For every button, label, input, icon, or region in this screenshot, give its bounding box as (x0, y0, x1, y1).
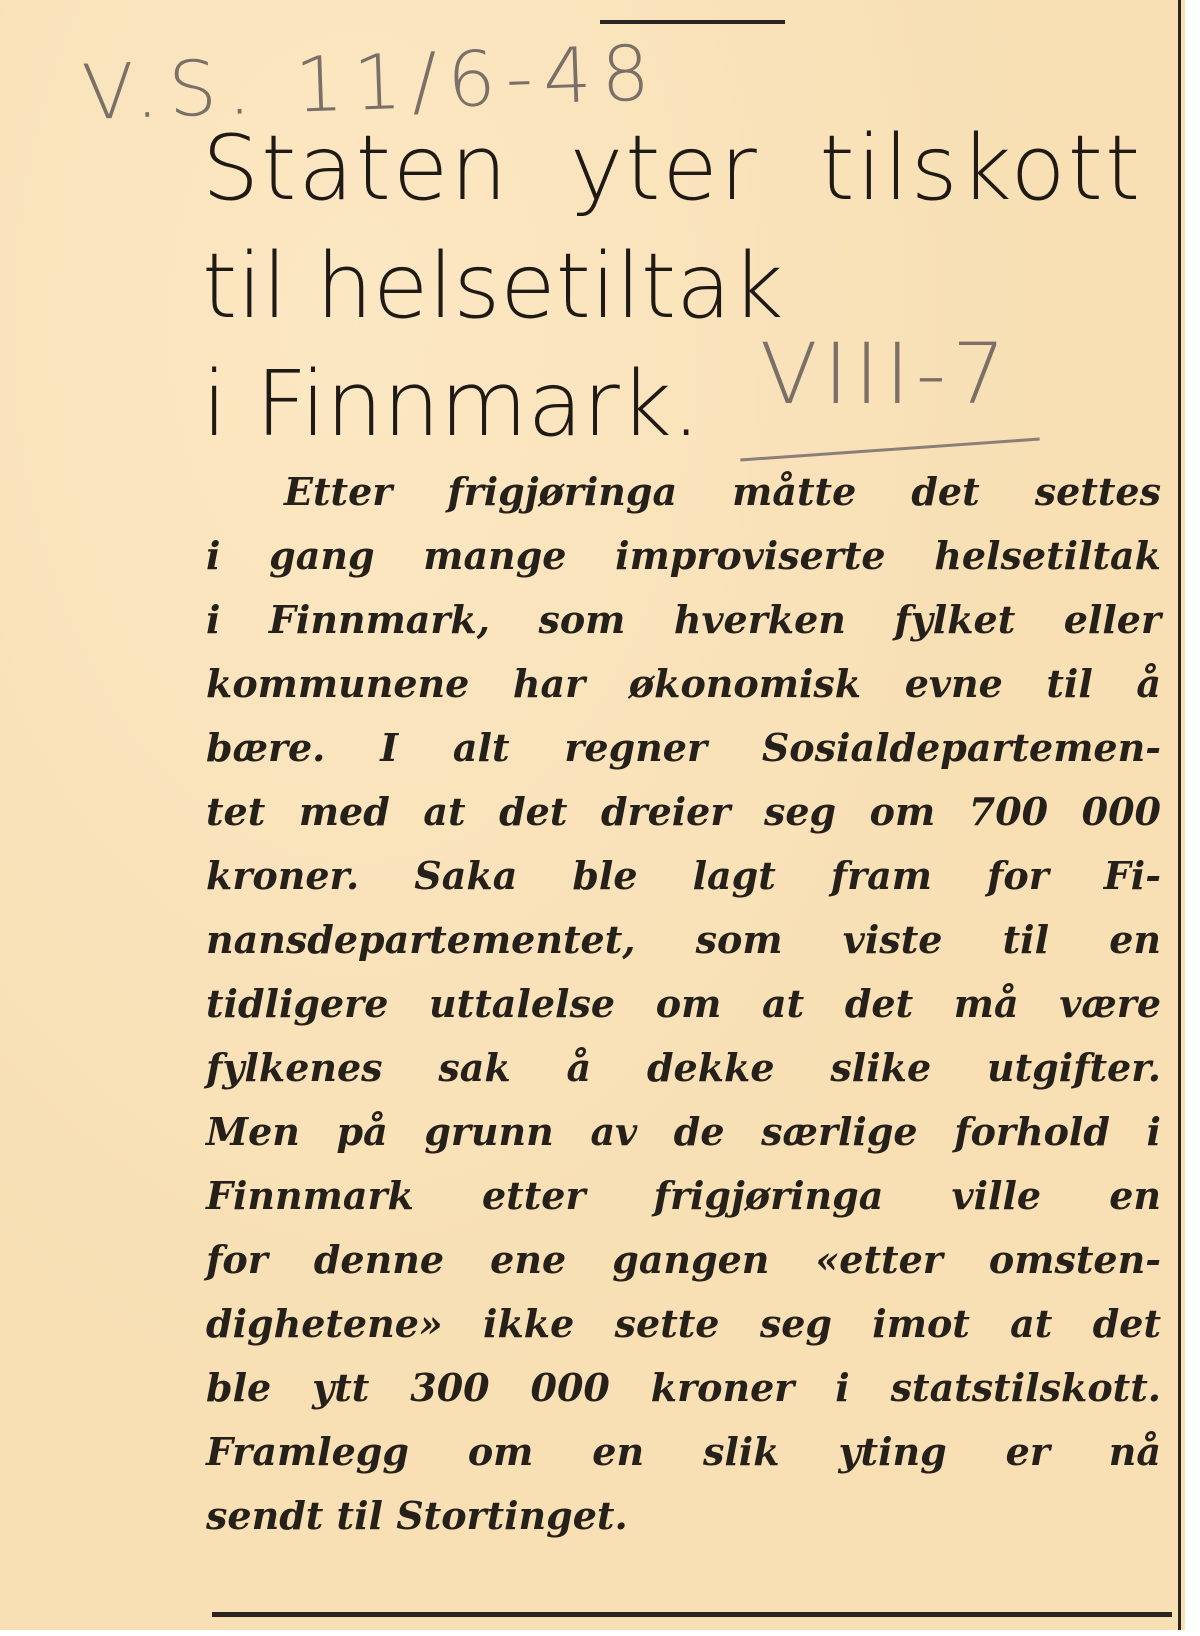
headline-line: til helsetiltak (202, 234, 784, 339)
article-line: bære. I alt regner Sosialdepartemen- (206, 725, 1161, 770)
article-line: tidligere uttalelse om at det må være (206, 981, 1161, 1026)
article-line: sendt til Stortinget. (206, 1493, 628, 1538)
article-line: i gang mange improviserte helsetiltak (206, 533, 1161, 578)
article-line: kroner. Saka ble lagt fram for Fi- (206, 853, 1161, 898)
article-line: Finnmark etter frigjøringa ville en (206, 1173, 1161, 1218)
headline-line: i Finnmark. (202, 352, 701, 457)
article-line: i Finnmark, som hverken fylket eller (206, 597, 1161, 642)
article-line: nansdepartementet, som viste til en (206, 917, 1161, 962)
article-line: Men på grunn av de særlige forhold i (206, 1109, 1161, 1154)
handwritten-archive-mark: VIII-7 (760, 325, 1012, 423)
column-rule-right (1178, 0, 1181, 1630)
article-line: for denne ene gangen «etter omsten- (206, 1237, 1161, 1282)
column-rule-top (600, 20, 785, 24)
column-rule-bottom (212, 1612, 1172, 1617)
article-line: dighetene» ikke sette seg imot at det (206, 1301, 1161, 1346)
article-line: fylkenes sak å dekke slike utgifter. (206, 1045, 1161, 1090)
headline-line: Staten yter tilskott (202, 116, 1143, 221)
handwritten-date-note: V.S. 11/6-48 (80, 27, 662, 138)
article-line: Etter frigjøringa måtte det settes (284, 469, 1161, 514)
article-line: kommunene har økonomisk evne til å (206, 661, 1161, 706)
article-line: Framlegg om en slik yting er nå (206, 1429, 1161, 1474)
article-body (206, 460, 1161, 1548)
article-headline (202, 110, 1162, 464)
article-line: ble ytt 300 000 kroner i statstilskott. (206, 1365, 1161, 1410)
article-line: tet med at det dreier seg om 700 000 (206, 789, 1161, 834)
